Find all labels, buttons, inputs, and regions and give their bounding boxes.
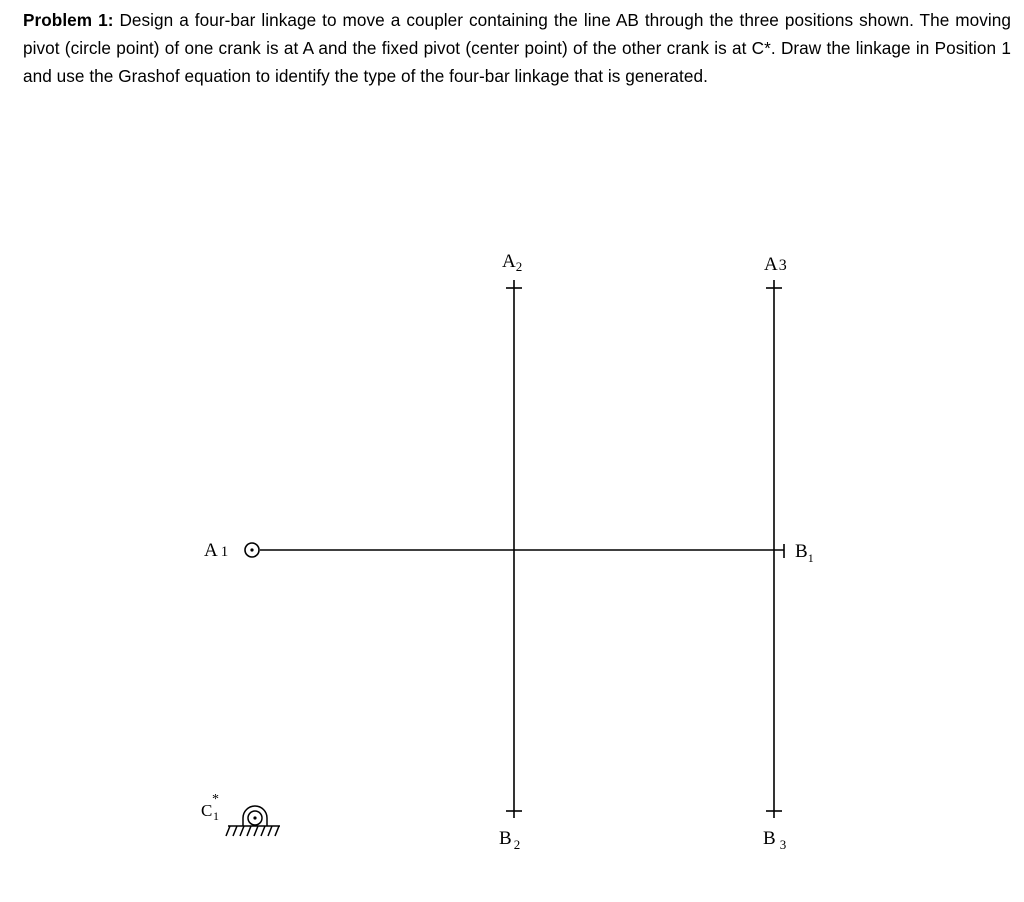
label-c1: C [201,801,213,820]
label-b3: B $_3$ [763,828,787,852]
c1-center-dot [253,816,256,819]
fixed-pivot-icon [226,806,280,836]
label-b2: B $_2$ [499,828,521,852]
a1-center-dot [250,548,253,551]
label-a2: $A_2$ [502,251,523,274]
problem-body: Design a four-bar linkage to move a coupler containing the line AB through the three positions shown. The moving pivot (circle point) of one crank is at A and the fixed pivot (center point) of the other crank is at C*. Draw the linkage in Position 1 and use the Grashof equation to identify the type of the four-bar linkage that is generated. [23,10,1012,87]
label-c1-sup: * [212,792,219,807]
label-b1: $B_1$ [795,541,814,565]
label-c1-sub: 1 [213,809,219,823]
label-a3: A3 [764,254,787,275]
problem-heading: Problem 1: [23,10,114,30]
label-a1: A 1 [204,540,229,561]
